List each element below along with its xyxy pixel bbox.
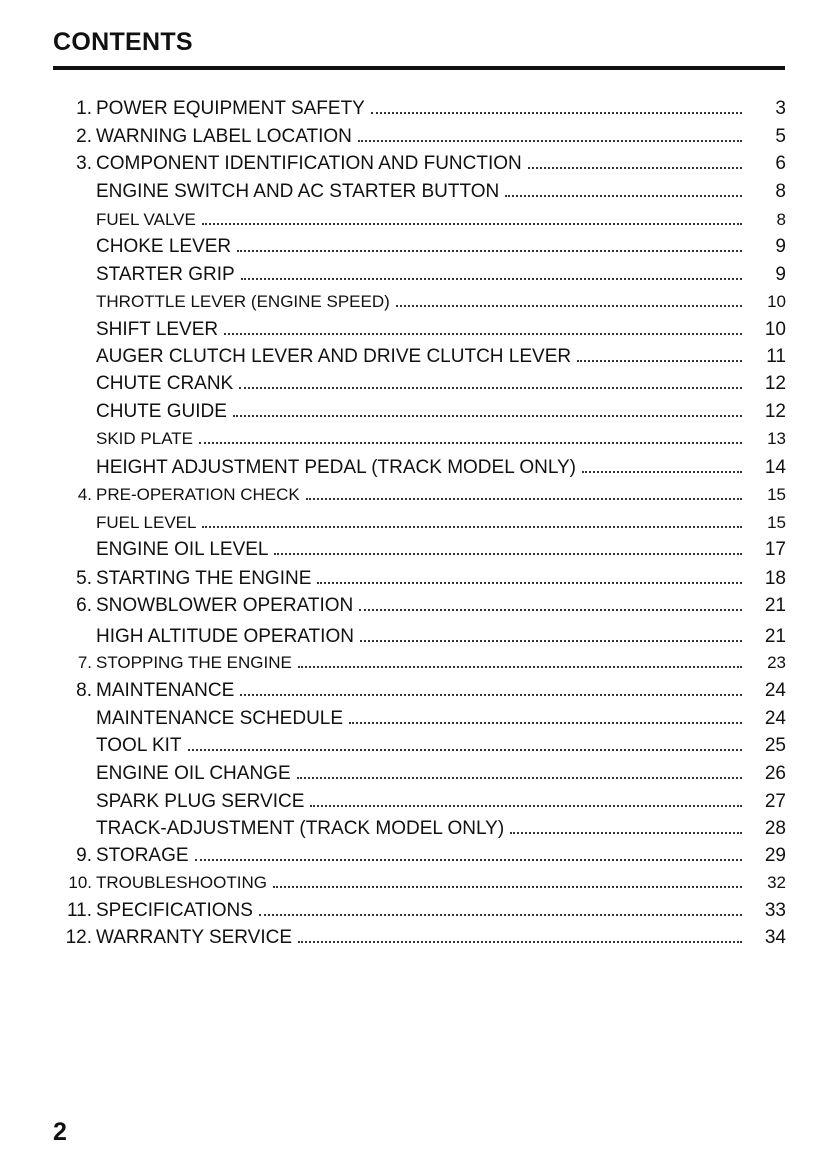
dot-leader bbox=[505, 195, 742, 197]
toc-entry-line bbox=[96, 593, 786, 619]
dot-leader bbox=[188, 749, 742, 751]
toc-entry-number: 9. bbox=[76, 845, 92, 866]
toc-entry-label: STORAGE bbox=[96, 843, 195, 869]
toc-entry-page: 28 bbox=[764, 818, 786, 839]
toc-entry-line bbox=[96, 816, 786, 842]
page-number: 2 bbox=[53, 1118, 67, 1146]
toc-entry-line bbox=[96, 706, 786, 732]
toc-entry-line bbox=[96, 399, 786, 425]
dot-leader bbox=[317, 582, 742, 584]
dot-leader bbox=[306, 498, 742, 500]
toc-entry-page: 27 bbox=[764, 791, 786, 812]
toc-entry-number: 12. bbox=[65, 927, 92, 948]
toc-entry bbox=[0, 733, 816, 759]
toc-entry bbox=[0, 678, 816, 704]
toc-entry-page: 21 bbox=[764, 595, 786, 616]
toc-entry-label: TRACK-ADJUSTMENT (TRACK MODEL ONLY) bbox=[96, 816, 510, 842]
toc-entry-label: SHIFT LEVER bbox=[96, 317, 224, 343]
toc-entry-page: 10 bbox=[767, 292, 786, 311]
toc-entry-page: 23 bbox=[767, 653, 786, 672]
toc-entry-page: 10 bbox=[764, 319, 786, 340]
dot-leader bbox=[582, 471, 742, 473]
dot-leader bbox=[224, 333, 742, 335]
toc-entry bbox=[0, 344, 816, 370]
dot-leader bbox=[297, 777, 742, 779]
toc-entry bbox=[0, 870, 816, 896]
dot-leader bbox=[240, 694, 742, 696]
toc-entry-page: 8 bbox=[775, 181, 786, 202]
dot-leader bbox=[199, 442, 742, 444]
toc-entry-label: POWER EQUIPMENT SAFETY bbox=[96, 96, 371, 122]
toc-entry-line bbox=[96, 426, 786, 452]
toc-entry-number: 5. bbox=[76, 568, 92, 589]
toc-entry bbox=[0, 510, 816, 536]
dot-leader bbox=[195, 859, 742, 861]
toc-entry-label: WARNING LABEL LOCATION bbox=[96, 124, 358, 150]
page-title: CONTENTS bbox=[53, 28, 193, 56]
toc-entry bbox=[0, 262, 816, 288]
toc-entry-number: 11. bbox=[66, 900, 92, 921]
dot-leader bbox=[349, 722, 742, 724]
toc-entry-label: HEIGHT ADJUSTMENT PEDAL (TRACK MODEL ONLY) bbox=[96, 455, 582, 481]
toc-entry-label: TROUBLESHOOTING bbox=[96, 870, 273, 896]
toc-entry-page: 24 bbox=[764, 680, 786, 701]
toc-entry-page: 9 bbox=[775, 236, 786, 257]
dot-leader bbox=[239, 387, 742, 389]
dot-leader bbox=[358, 140, 742, 142]
toc-entry bbox=[0, 816, 816, 842]
toc-entry-page: 6 bbox=[775, 153, 786, 174]
toc-entry-label: CHOKE LEVER bbox=[96, 234, 237, 260]
toc-entry-line bbox=[96, 678, 786, 704]
toc-entry-number: 7. bbox=[77, 653, 92, 672]
toc-entry-line bbox=[96, 843, 786, 869]
dot-leader bbox=[273, 886, 742, 888]
toc-entry-number: 4. bbox=[77, 485, 92, 504]
toc-entry-page: 8 bbox=[776, 210, 786, 229]
toc-entry-label: ENGINE OIL LEVEL bbox=[96, 537, 274, 563]
toc-entry bbox=[0, 96, 816, 122]
toc-entry-label: CHUTE GUIDE bbox=[96, 399, 233, 425]
toc-entry-page: 13 bbox=[767, 429, 786, 448]
toc-entry-label: STARTING THE ENGINE bbox=[96, 566, 317, 592]
toc-entry-page: 5 bbox=[775, 126, 786, 147]
toc-entry-line bbox=[96, 371, 786, 397]
toc-entry-page: 15 bbox=[767, 513, 786, 532]
toc-entry-label: STARTER GRIP bbox=[96, 262, 241, 288]
toc-entry-line bbox=[96, 761, 786, 787]
toc-entry-page: 21 bbox=[764, 626, 786, 647]
toc-entry-page: 15 bbox=[767, 485, 786, 504]
toc-entry bbox=[0, 925, 816, 951]
toc-entry-page: 12 bbox=[764, 373, 786, 394]
toc-entry-page: 9 bbox=[775, 264, 786, 285]
toc-entry-label: SKID PLATE bbox=[96, 426, 199, 452]
toc-entry-label: THROTTLE LEVER (ENGINE SPEED) bbox=[96, 289, 396, 315]
toc-entry bbox=[0, 399, 816, 425]
dot-leader bbox=[233, 415, 742, 417]
toc-entry bbox=[0, 537, 816, 563]
toc-entry-line bbox=[96, 898, 786, 924]
toc-entry bbox=[0, 179, 816, 205]
title-rule bbox=[53, 66, 785, 70]
toc-entry bbox=[0, 706, 816, 732]
toc-entry-line bbox=[96, 96, 786, 122]
toc-entry-page: 29 bbox=[764, 845, 786, 866]
toc-entry bbox=[0, 789, 816, 815]
toc-entry-number: 8. bbox=[76, 680, 92, 701]
toc-entry-label: ENGINE OIL CHANGE bbox=[96, 761, 297, 787]
toc-entry-label: SNOWBLOWER OPERATION bbox=[96, 593, 359, 619]
toc-entry bbox=[0, 317, 816, 343]
toc-entry-line bbox=[96, 733, 786, 759]
toc-entry-line bbox=[96, 317, 786, 343]
toc-entry bbox=[0, 371, 816, 397]
dot-leader bbox=[577, 360, 742, 362]
toc-entry-page: 14 bbox=[764, 457, 786, 478]
dot-leader bbox=[298, 666, 742, 668]
toc-entry-page: 24 bbox=[764, 708, 786, 729]
toc-entry-label: TOOL KIT bbox=[96, 733, 188, 759]
toc-entry bbox=[0, 455, 816, 481]
toc-entry-page: 11 bbox=[766, 346, 786, 367]
dot-leader bbox=[202, 223, 742, 225]
toc-entry-page: 26 bbox=[764, 763, 786, 784]
toc-entry bbox=[0, 898, 816, 924]
toc-entry-line bbox=[96, 234, 786, 260]
toc-entry-label: FUEL VALVE bbox=[96, 207, 202, 233]
toc-entry-label: MAINTENANCE bbox=[96, 678, 240, 704]
toc-entry-label: CHUTE CRANK bbox=[96, 371, 239, 397]
toc-entry-number: 6. bbox=[76, 595, 92, 616]
dot-leader bbox=[371, 112, 742, 114]
toc-entry-label: STOPPING THE ENGINE bbox=[96, 650, 298, 676]
toc-entry-line bbox=[96, 289, 786, 315]
toc-entry-line bbox=[96, 650, 786, 676]
toc-entry bbox=[0, 234, 816, 260]
toc-entry-label: SPARK PLUG SERVICE bbox=[96, 789, 310, 815]
toc-entry-label: COMPONENT IDENTIFICATION AND FUNCTION bbox=[96, 151, 528, 177]
toc-entry-line bbox=[96, 510, 786, 536]
toc-entry bbox=[0, 207, 816, 233]
toc-entry-number: 3. bbox=[76, 153, 92, 174]
dot-leader bbox=[396, 305, 742, 307]
toc-entry-line bbox=[96, 482, 786, 508]
toc-entry bbox=[0, 151, 816, 177]
toc-entry bbox=[0, 289, 816, 315]
toc-entry bbox=[0, 624, 816, 650]
dot-leader bbox=[528, 167, 742, 169]
toc-entry bbox=[0, 566, 816, 592]
toc-entry-page: 18 bbox=[764, 568, 786, 589]
toc-entry-label: ENGINE SWITCH AND AC STARTER BUTTON bbox=[96, 179, 505, 205]
toc-entry-label: SPECIFICATIONS bbox=[96, 898, 259, 924]
dot-leader bbox=[360, 640, 742, 642]
dot-leader bbox=[510, 832, 742, 834]
toc-entry-label: MAINTENANCE SCHEDULE bbox=[96, 706, 349, 732]
dot-leader bbox=[202, 526, 742, 528]
toc-entry-line bbox=[96, 344, 786, 370]
toc-entry-label: PRE-OPERATION CHECK bbox=[96, 482, 306, 508]
toc-entry-line bbox=[96, 455, 786, 481]
toc-entry-line bbox=[96, 870, 786, 896]
toc-entry-label: HIGH ALTITUDE OPERATION bbox=[96, 624, 360, 650]
dot-leader bbox=[274, 553, 742, 555]
toc-entry-page: 33 bbox=[764, 900, 786, 921]
toc-entry-number: 2. bbox=[76, 126, 92, 147]
toc-entry-page: 25 bbox=[764, 735, 786, 756]
toc-entry bbox=[0, 761, 816, 787]
toc-entry bbox=[0, 650, 816, 676]
toc-entry-line bbox=[96, 262, 786, 288]
toc-entry-page: 32 bbox=[767, 873, 786, 892]
toc-entry bbox=[0, 482, 816, 508]
toc-entry-line bbox=[96, 179, 786, 205]
toc-entry-page: 12 bbox=[764, 401, 786, 422]
toc-entry-label: WARRANTY SERVICE bbox=[96, 925, 298, 951]
dot-leader bbox=[241, 278, 742, 280]
toc-entry-line bbox=[96, 566, 786, 592]
toc-entry-line bbox=[96, 151, 786, 177]
dot-leader bbox=[298, 941, 742, 943]
toc-entry bbox=[0, 426, 816, 452]
toc-entry-page: 3 bbox=[775, 98, 786, 119]
dot-leader bbox=[259, 914, 742, 916]
toc-entry-page: 17 bbox=[764, 539, 786, 560]
toc-entry-number: 10. bbox=[68, 873, 92, 892]
toc-entry-number: 1. bbox=[76, 98, 92, 119]
dot-leader bbox=[310, 805, 742, 807]
toc-entry-label: AUGER CLUTCH LEVER AND DRIVE CLUTCH LEVER bbox=[96, 344, 577, 370]
toc-entry-line bbox=[96, 925, 786, 951]
toc-entry-line bbox=[96, 789, 786, 815]
toc-entry-line bbox=[96, 624, 786, 650]
toc-entry-line bbox=[96, 537, 786, 563]
toc-entry bbox=[0, 593, 816, 619]
toc-entry-page: 34 bbox=[764, 927, 786, 948]
toc-entry bbox=[0, 843, 816, 869]
dot-leader bbox=[237, 250, 742, 252]
toc-entry-label: FUEL LEVEL bbox=[96, 510, 202, 536]
toc-entry-line bbox=[96, 124, 786, 150]
toc-entry-line bbox=[96, 207, 786, 233]
dot-leader bbox=[359, 609, 742, 611]
toc-entry bbox=[0, 124, 816, 150]
